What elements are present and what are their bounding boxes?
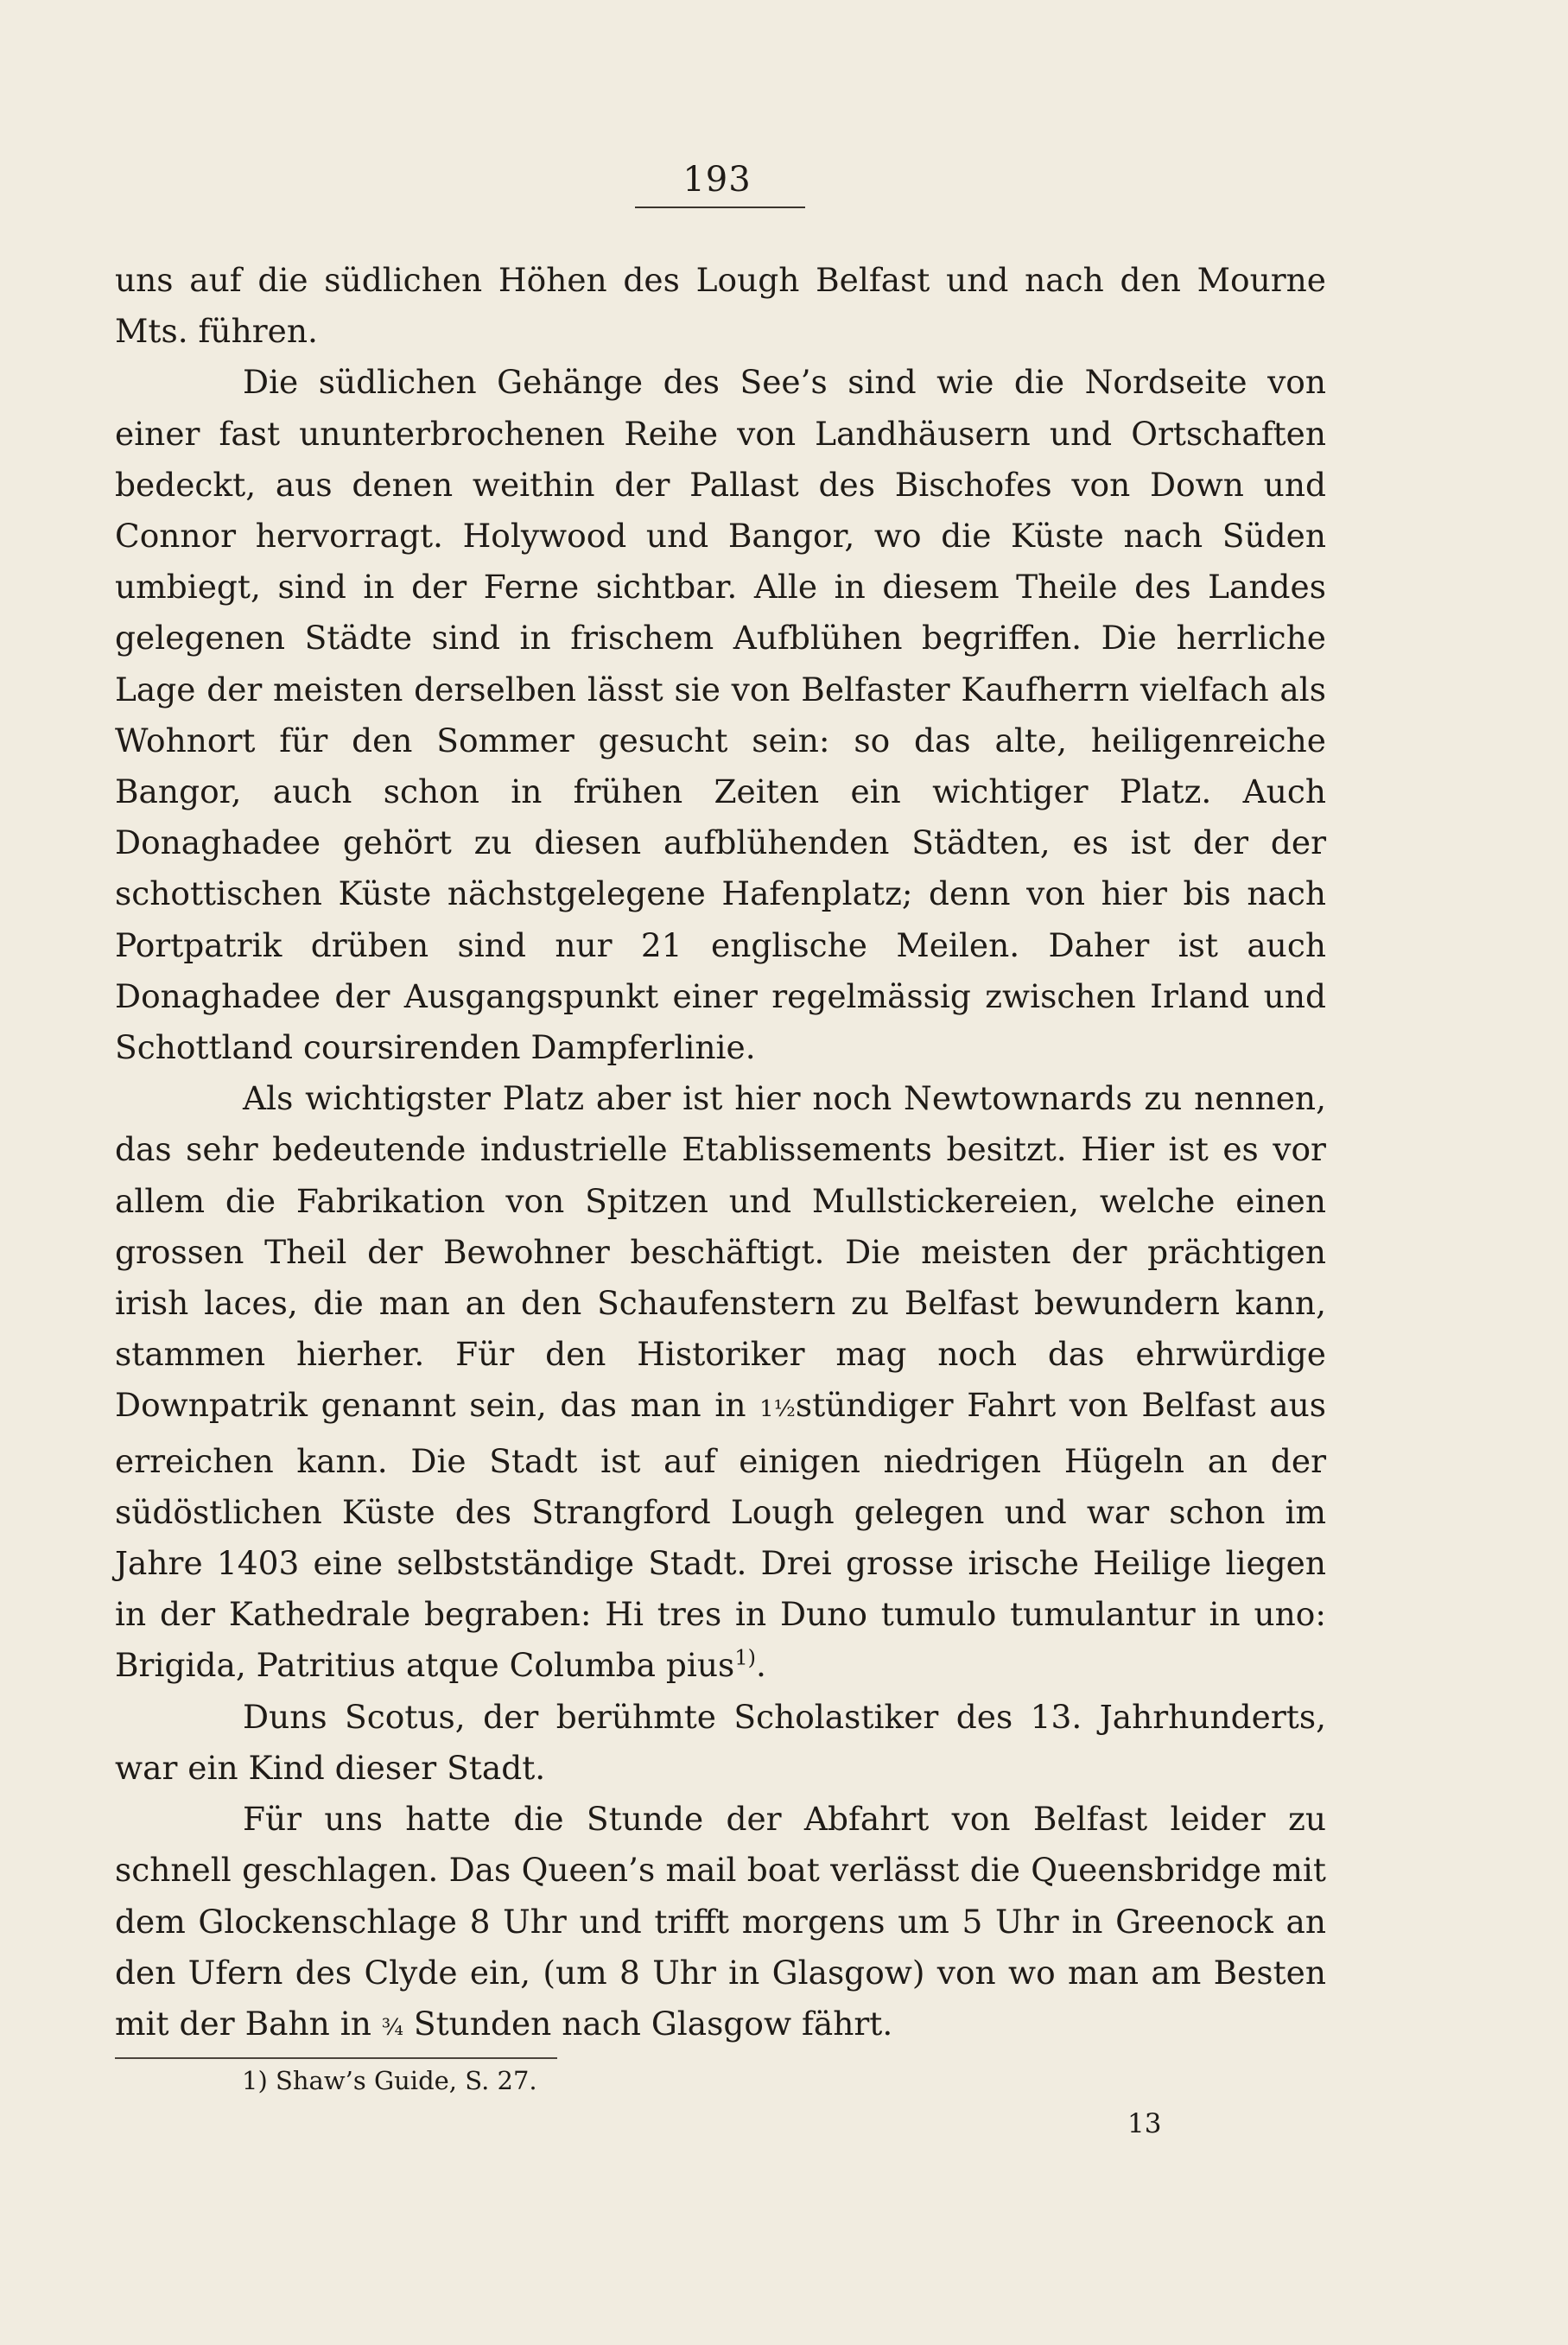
footnote: 1) Shaw’s Guide, S. 27. (242, 2066, 537, 2095)
paragraph-3 (115, 1073, 1326, 1691)
footnote-reference: 1) (734, 1645, 756, 1670)
paragraph-5 (115, 1794, 1326, 2054)
paragraph-3-text-after: stündiger Fahrt von Belfast aus erreichen kann. Die Stadt ist auf einigen niedrigen Hügeln an der südöstlichen Küste des Strangford Lough gelegen und war schon im Jahre 1403 eine selbstständige Stadt. Drei grosse irische Heilige liegen in der Kathedrale begraben: Hi tres in Duno tumulo tumulantur in uno: Brigida, Patritius atque Columba pius (115, 1386, 1327, 1685)
paragraph-3-text-end: . (755, 1646, 766, 1685)
page-number: 193 (682, 160, 752, 200)
paragraph-5-text-before: Für uns hatte die Stunde der Abfahrt von Belfast leider zu schnell geschlagen. Das Queen’s mail boat verlässt die Queensbridge mit dem Glockenschlage 8 Uhr und trifft morgens um 5 Uhr in Greenock an den Ufern des Clyde ein, (um 8 Uhr in Glasgow) von wo man am Besten mit der Bahn in (115, 1800, 1326, 2043)
footnote-rule (115, 2057, 557, 2059)
paragraph-3-text-before: Als wichtigster Platz aber ist hier noch Newtownards zu nennen, das sehr bedeutende industrielle Etablissements besitzt. Hier ist es vor allem die Fabrikation von Spitzen und Mullstickereien, welche einen grossen Theil der Bewohner beschäftigt. Die meisten der prächtigen irish laces, die man an den Schaufenstern zu Belfast bewundern kann, stammen hierher. Für den Historiker mag noch das ehrwürdige Downpatrik genannt sein, das man in (115, 1079, 1326, 1425)
fraction-one-and-half: 1½ (759, 1396, 796, 1423)
signature-mark: 13 (1127, 2108, 1162, 2139)
paragraph-2: Die südlichen Gehänge des See’s sind wie die Nordseite von einer fast ununterbrochenen Reihe von Landhäusern und Ortschaften bedeckt, aus denen weithin der Pallast des Bischofes von Down und Connor hervorragt. Holywood und Bangor, wo die Küste nach Süden umbiegt, sind in der Ferne sichtbar. Alle in diesem Theile des Landes gelegenen Städte sind in frischem Aufblühen begriffen. Die herrliche Lage der meisten derselben lässt sie von Belfaster Kaufherrn vielfach als Wohnort für den Sommer gesucht sein: so das alte, heiligenreiche Bangor, auch schon in frühen Zeiten ein wichtiger Platz. Auch Donaghadee gehört zu diesen aufblühenden Städten, es ist der der schottischen Küste nächstgelegene Hafenplatz; denn von hier bis nach Portpatrik drüben sind nur 21 englische Meilen. Daher ist auch Donaghadee der Ausgangspunkt einer regelmässig zwischen Irland und Schottland coursirenden Dampferlinie. (115, 363, 1326, 1067)
paragraph-1: uns auf die südlichen Höhen des Lough Belfast und nach den Mourne Mts. führen. (115, 261, 1326, 351)
page-number-rule (635, 207, 805, 208)
paragraph-5-text-after: Stunden nach Glasgow fährt. (403, 2004, 893, 2043)
body-text (115, 255, 1326, 2054)
paragraph-4: Duns Scotus, der berühmte Scholastiker des 13. Jahrhunderts, war ein Kind dieser Stadt. (115, 1697, 1326, 1787)
fraction-three-quarters: ¾ (381, 2014, 403, 2041)
